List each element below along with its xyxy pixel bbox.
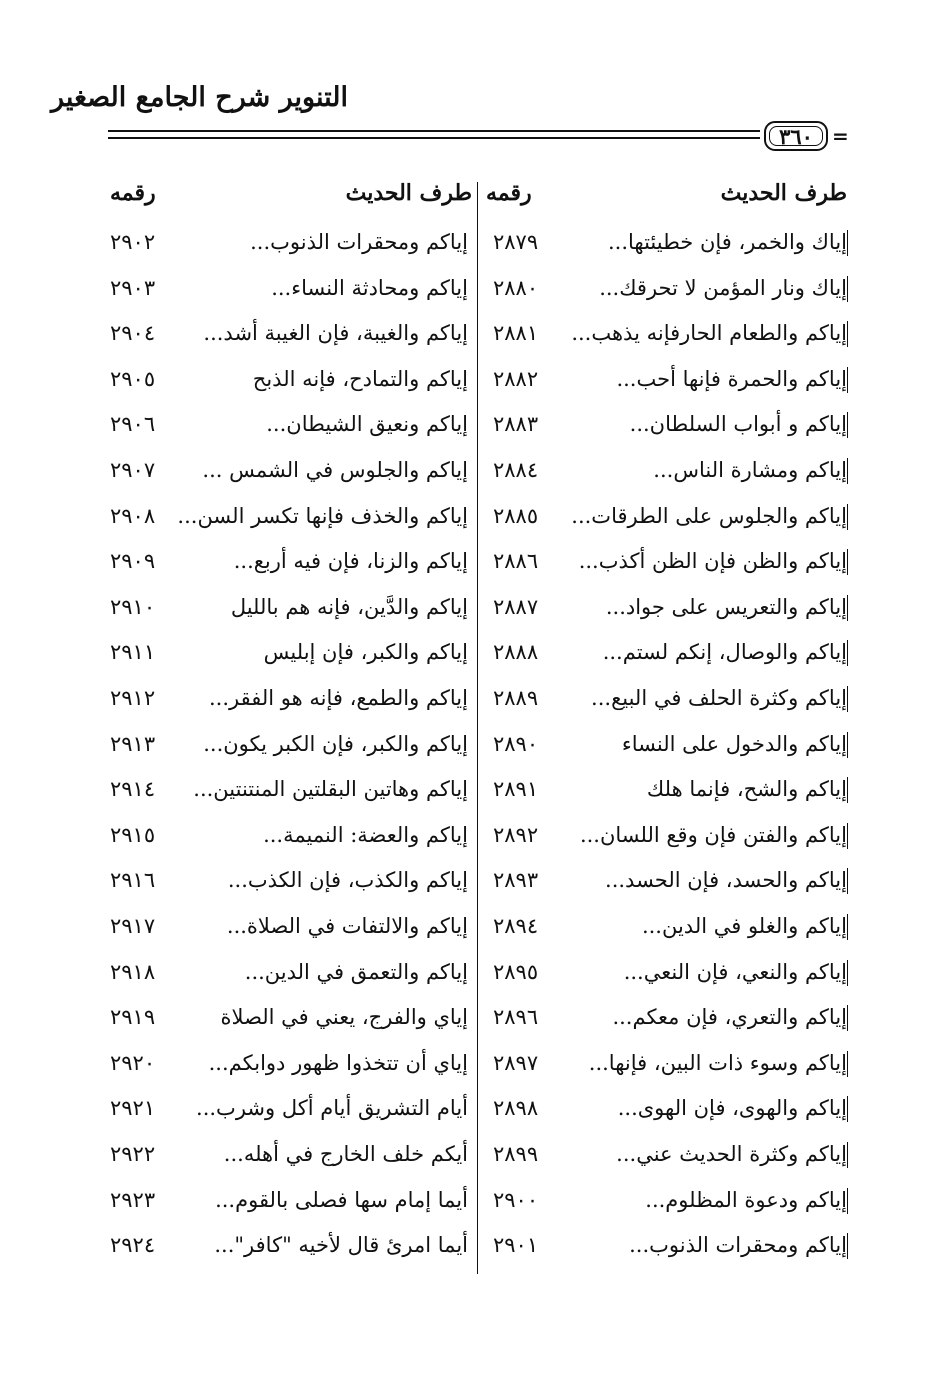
- page-number-dash: =: [832, 124, 849, 148]
- right-entry-text: إياك والخمر، فإن خطيئتها...: [607, 230, 847, 254]
- left-entry-number: ٢٩٠٩: [110, 549, 156, 573]
- left-entry-text: إياكم ومحادثة النساء...: [271, 276, 468, 300]
- right-entry-text: إياكم ودعوة المظلوم...: [645, 1188, 847, 1212]
- left-entry-text: إياكم ومحقرات الذنوب...: [250, 230, 468, 254]
- right-entry-number: ٢٨٨٥: [493, 504, 539, 528]
- right-entry-number: ٢٨٨٩: [493, 686, 539, 710]
- right-entry-number: ٢٨٩٧: [493, 1051, 539, 1075]
- right-entry-text: إياكم وسوء ذات البين، فإنها...: [588, 1051, 847, 1075]
- right-entry-number: ٢٩٠١: [493, 1233, 539, 1257]
- header-rule-bottom: [108, 137, 760, 139]
- page-number-text: ٣٦٠: [779, 123, 813, 149]
- right-entry-text: إياكم والحسد، فإن الحسد...: [605, 868, 847, 892]
- row-margin-mark: [847, 777, 848, 803]
- right-entry-number: ٢٨٩٦: [493, 1005, 539, 1029]
- right-entry-number: ٢٨٩١: [493, 777, 539, 801]
- left-entry-text: إياكم والدَّين، فإنه هم بالليل: [230, 595, 468, 619]
- left-entry-text: إياكم ونعيق الشيطان...: [266, 412, 468, 436]
- right-entry-number: ٢٨٩٨: [493, 1096, 539, 1120]
- right-entry-text: إياكم والتعريس على جواد...: [605, 595, 847, 619]
- right-entry-text: إياكم و أبواب السلطان...: [629, 412, 847, 436]
- row-margin-mark: [847, 1051, 848, 1077]
- row-margin-mark: [847, 1142, 848, 1168]
- left-entry-text: إياكم والطمع، فإنه هو الفقر...: [208, 686, 468, 710]
- left-entry-number: ٢٩١٦: [110, 868, 156, 892]
- left-entry-number: ٢٩١٣: [110, 732, 156, 756]
- right-entry-number: ٢٨٩٣: [493, 868, 539, 892]
- right-entry-number: ٢٨٩٠: [493, 732, 539, 756]
- left-entry-text: إياكم وهاتين البقلتين المنتنتين...: [193, 777, 468, 801]
- row-margin-mark: [847, 458, 848, 484]
- right-entry-text: إياكم ومحقرات الذنوب...: [629, 1233, 847, 1257]
- left-entry-number: ٢٩١٢: [110, 686, 156, 710]
- header-rule-top: [108, 130, 760, 132]
- right-entry-text: إياكم والوصال، إنكم لستم...: [602, 640, 847, 664]
- left-entry-number: ٢٩١٠: [110, 595, 156, 619]
- left-entry-text: أيكم خلف الخارج في أهله...: [223, 1142, 468, 1166]
- header-right-number: رقمه: [486, 180, 532, 206]
- left-entry-text: إياكم والعضة: النميمة...: [263, 823, 468, 847]
- left-entry-text: إياكم والتعمق في الدين...: [244, 960, 468, 984]
- right-entry-number: ٢٨٩٢: [493, 823, 539, 847]
- left-entry-number: ٢٩٠٤: [110, 321, 156, 345]
- right-entry-number: ٢٨٨٤: [493, 458, 539, 482]
- row-margin-mark: [847, 686, 848, 712]
- header-left-title: طرف الحديث: [345, 180, 472, 206]
- right-entry-number: ٢٨٨١: [493, 321, 539, 345]
- left-entry-number: ٢٩٠٣: [110, 276, 156, 300]
- left-entry-number: ٢٩٠٢: [110, 230, 156, 254]
- row-margin-mark: [847, 823, 848, 849]
- right-entry-text: إياكم والشح، فإنما هلك: [646, 777, 847, 801]
- right-entry-number: ٢٨٨٦: [493, 549, 539, 573]
- right-entry-text: إياكم والفتن فإن وقع اللسان...: [579, 823, 847, 847]
- left-entry-number: ٢٩٢٣: [110, 1188, 156, 1212]
- right-entry-text: إياكم والطعام الحارفإنه يذهب...: [571, 321, 847, 345]
- row-margin-mark: [847, 230, 848, 256]
- row-margin-mark: [847, 914, 848, 940]
- right-entry-text: إياكم والجلوس على الطرقات...: [571, 504, 847, 528]
- header-right-title: طرف الحديث: [720, 180, 847, 206]
- right-entry-text: إياكم والحمرة فإنها أحب...: [616, 367, 847, 391]
- right-entry-text: إياكم والتعري، فإن معكم...: [612, 1005, 847, 1029]
- left-entry-text: إياكم والتمادح، فإنه الذبح: [252, 367, 468, 391]
- row-margin-mark: [847, 868, 848, 894]
- left-entry-number: ٢٩٢٢: [110, 1142, 156, 1166]
- right-entry-text: إياكم والظن فإن الظن أكذب...: [578, 549, 847, 573]
- right-entry-text: إياكم والنعي، فإن النعي...: [623, 960, 847, 984]
- right-entry-number: ٢٩٠٠: [493, 1188, 539, 1212]
- right-entry-number: ٢٨٨٨: [493, 640, 539, 664]
- right-entry-number: ٢٨٧٩: [493, 230, 539, 254]
- row-margin-mark: [847, 367, 848, 393]
- left-entry-number: ٢٩٠٥: [110, 367, 156, 391]
- row-margin-mark: [847, 640, 848, 666]
- right-entry-number: ٢٨٩٤: [493, 914, 539, 938]
- right-entry-number: ٢٨٨٣: [493, 412, 539, 436]
- right-entry-number: ٢٨٩٥: [493, 960, 539, 984]
- left-entry-number: ٢٩١٤: [110, 777, 156, 801]
- right-entry-text: إياكم والهوى، فإن الهوى...: [617, 1096, 847, 1120]
- left-entry-text: أيام التشريق أيام أكل وشرب...: [196, 1096, 468, 1120]
- left-entry-number: ٢٩٠٨: [110, 504, 156, 528]
- left-entry-number: ٢٩١٨: [110, 960, 156, 984]
- book-title: التنوير شرح الجامع الصغير: [51, 82, 348, 113]
- right-entry-text: إياكم وكثرة الحلف في البيع...: [591, 686, 847, 710]
- header-left-number: رقمه: [110, 180, 156, 206]
- row-margin-mark: [847, 1188, 848, 1214]
- left-entry-number: ٢٩٢١: [110, 1096, 156, 1120]
- left-entry-text: إياي والفرج، يعني في الصلاة: [220, 1005, 468, 1029]
- right-entry-text: إياكم والدخول على النساء: [621, 732, 847, 756]
- left-entry-number: ٢٩١٩: [110, 1005, 156, 1029]
- right-entry-number: ٢٨٩٩: [493, 1142, 539, 1166]
- row-margin-mark: [847, 595, 848, 621]
- row-margin-mark: [847, 321, 848, 347]
- column-divider: [477, 182, 478, 1274]
- left-entry-text: إياي أن تتخذوا ظهور دوابكم...: [208, 1051, 468, 1075]
- right-entry-number: ٢٨٨٢: [493, 367, 539, 391]
- page-header: [0, 0, 950, 170]
- row-margin-mark: [847, 960, 848, 986]
- right-entry-text: إياكم ومشارة الناس...: [653, 458, 847, 482]
- row-margin-mark: [847, 549, 848, 575]
- left-entry-text: أيما إمام سها فصلى بالقوم...: [215, 1188, 468, 1212]
- left-entry-text: إياكم والجلوس في الشمس ...: [202, 458, 468, 482]
- left-entry-text: إياكم والكبر، فإن إبليس: [263, 640, 468, 664]
- right-entry-text: إياك ونار المؤمن لا تحرقك...: [599, 276, 847, 300]
- right-entry-text: إياكم وكثرة الحديث عني...: [616, 1142, 847, 1166]
- row-margin-mark: [847, 1005, 848, 1031]
- row-margin-mark: [847, 1096, 848, 1122]
- row-margin-mark: [847, 412, 848, 438]
- right-entry-number: ٢٨٨٧: [493, 595, 539, 619]
- left-entry-number: ٢٩٢٠: [110, 1051, 156, 1075]
- left-entry-number: ٢٩١٧: [110, 914, 156, 938]
- left-entry-text: إياكم والخذف فإنها تكسر السن...: [177, 504, 468, 528]
- right-entry-text: إياكم والغلو في الدين...: [641, 914, 847, 938]
- left-entry-text: إياكم والزنا، فإن فيه أربع...: [233, 549, 468, 573]
- left-entry-text: أيما امرئ قال لأخيه "كافر"...: [214, 1233, 468, 1257]
- left-entry-number: ٢٩١١: [110, 640, 156, 664]
- left-entry-number: ٢٩٠٦: [110, 412, 156, 436]
- page-number: [764, 121, 828, 151]
- left-entry-text: إياكم والالتفات في الصلاة...: [226, 914, 468, 938]
- row-margin-mark: [847, 1233, 848, 1259]
- row-margin-mark: [847, 732, 848, 758]
- left-entry-number: ٢٩١٥: [110, 823, 156, 847]
- left-entry-text: إياكم والكبر، فإن الكبر يكون...: [203, 732, 468, 756]
- left-entry-number: ٢٩٢٤: [110, 1233, 156, 1257]
- left-entry-text: إياكم والغيبة، فإن الغيبة أشد...: [203, 321, 468, 345]
- row-margin-mark: [847, 276, 848, 302]
- right-entry-number: ٢٨٨٠: [493, 276, 539, 300]
- row-margin-mark: [847, 504, 848, 530]
- left-entry-text: إياكم والكذب، فإن الكذب...: [227, 868, 468, 892]
- left-entry-number: ٢٩٠٧: [110, 458, 156, 482]
